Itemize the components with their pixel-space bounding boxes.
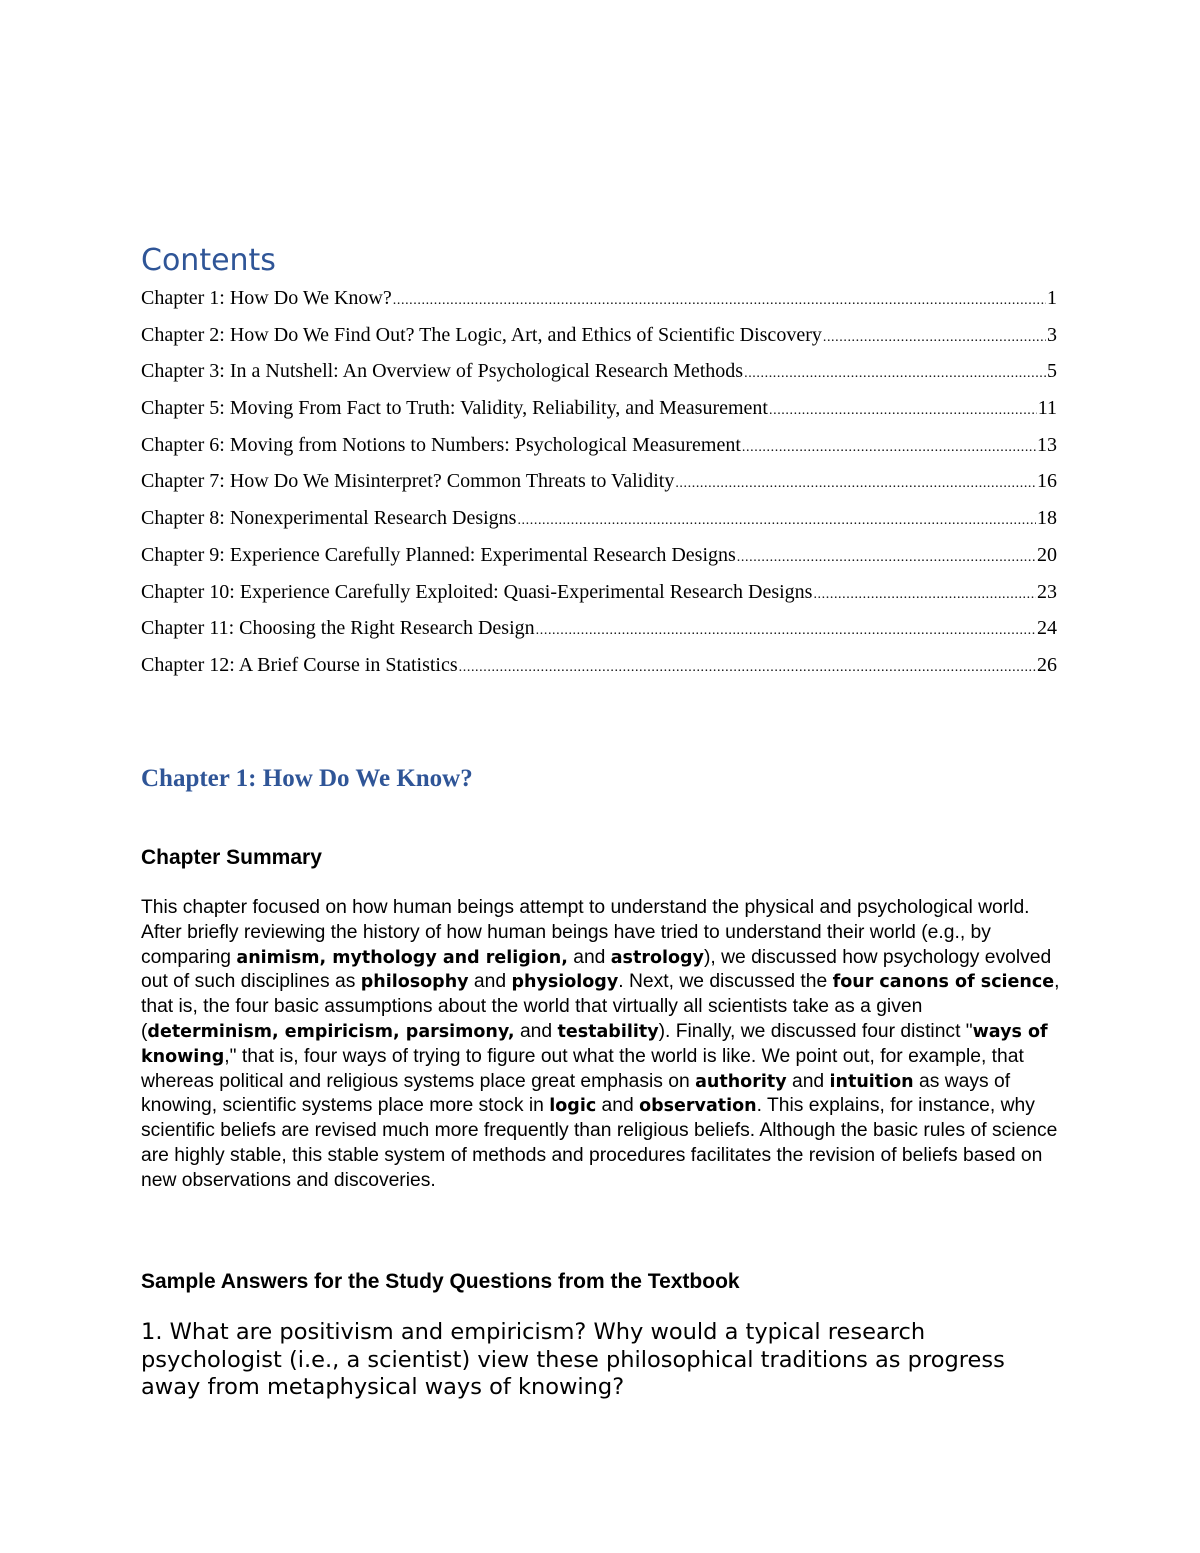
toc-entry[interactable] [141,280,1057,317]
toc-entry-title[interactable]: Chapter 1: How Do We Know? [141,287,392,309]
toc-entry[interactable] [141,574,1057,611]
summary-text: and [786,1070,830,1092]
toc-entry-title[interactable]: Chapter 10: Experience Carefully Exploited: Quasi-Experimental Research Designs [141,580,813,603]
summary-key-term: animism, mythology and religion, [236,947,568,968]
toc-dot-leader [823,317,1046,357]
toc-dot-leader [675,463,1036,503]
toc-entry-page[interactable]: 1 [1047,287,1057,309]
toc-entry-title[interactable]: Chapter 6: Moving from Notions to Numbers: Psychological Measurement [141,433,741,456]
summary-text: and [567,946,611,968]
toc-entry-page[interactable]: 5 [1047,360,1057,383]
summary-text: This chapter focused on how human beings attempt to understand the physical and psychological world. After briefly reviewing the history of how human beings have tried to understand their world (e.g., by comparing [141,897,1030,968]
summary-text: ), we discussed how psychology evolved out of such disciplines as [141,946,1052,993]
toc-entry-title[interactable]: Chapter 5: Moving From Fact to Truth: Validity, Reliability, and Measurement [141,397,768,420]
toc-heading: Contents [141,243,276,278]
summary-text: and [514,1020,558,1042]
toc-dot-leader [737,537,1036,577]
table-of-contents [141,280,1057,684]
toc-entry[interactable] [141,317,1057,354]
toc-entry-title[interactable]: Chapter 8: Nonexperimental Research Designs [141,507,517,530]
toc-entry-page[interactable]: 3 [1047,323,1057,346]
toc-dot-leader [536,610,1036,650]
chapter-summary-paragraph [141,896,1061,1194]
toc-entry-title[interactable]: Chapter 11: Choosing the Right Research Design [141,617,535,640]
toc-entry-page[interactable]: 26 [1037,653,1057,676]
toc-dot-leader [459,647,1036,687]
toc-entry-page[interactable]: 16 [1037,470,1057,493]
summary-key-term: intuition [829,1071,914,1092]
summary-key-term: logic [549,1096,597,1117]
toc-entry[interactable] [141,390,1057,427]
toc-dot-leader [393,280,1046,320]
study-question-1: 1. What are positivism and empiricism? Why would a typical research psychologist (i.e., a scientist) view these philosophical traditions as progress away from metaphysical ways of knowing? [141,1319,1005,1400]
toc-entry-page[interactable]: 23 [1037,580,1057,603]
toc-entry[interactable] [141,647,1057,684]
summary-key-term: philosophy [360,972,469,993]
toc-entry-page[interactable]: 24 [1037,617,1057,640]
toc-entry-title[interactable]: Chapter 3: In a Nutshell: An Overview of Psychological Research Methods [141,360,744,383]
summary-text: ). Finally, we discussed four distinct " [658,1020,973,1042]
toc-dot-leader [744,353,1046,393]
summary-text: . This explains, for instance, why scientific beliefs are revised much more frequently than religious beliefs. Although the basic rules of science are highly stable, this stable system of methods and procedures facilitates the revision of beliefs based on new observations and discoveries. [141,1095,1058,1191]
summary-key-term: authority [695,1071,787,1092]
summary-key-term: observation [639,1096,757,1117]
summary-text: and [468,971,512,993]
chapter-title: Chapter 1: How Do We Know? [141,765,473,792]
toc-dot-leader [517,500,1036,540]
toc-dot-leader [742,427,1036,467]
summary-key-term: testability [557,1021,659,1042]
toc-entry[interactable] [141,610,1057,647]
chapter-summary-heading: Chapter Summary [141,846,322,869]
summary-text: and [596,1095,640,1117]
summary-text: as ways of knowing, scientific systems place more stock in [141,1070,1011,1117]
summary-key-term: ways of knowing [141,1021,1048,1067]
summary-key-term: determinism, empiricism, parsimony, [147,1021,515,1042]
sample-answers-heading: Sample Answers for the Study Questions from the Textbook [141,1270,740,1293]
toc-entry-page[interactable]: 11 [1037,397,1057,420]
toc-entry-title[interactable]: Chapter 2: How Do We Find Out? The Logic, Art, and Ethics of Scientific Discovery [141,323,822,346]
summary-text: . Next, we discussed the [618,971,833,993]
toc-dot-leader [769,390,1037,430]
toc-entry-title[interactable]: Chapter 9: Experience Carefully Planned: Experimental Research Designs [141,543,736,566]
summary-text: ," that is, four ways of trying to figure out what the world is like. We point out, for example, that whereas political and religious systems place great emphasis on [141,1045,1024,1092]
toc-entry-page[interactable]: 13 [1037,433,1057,456]
toc-dot-leader [813,574,1036,614]
toc-entry[interactable] [141,537,1057,574]
summary-key-term: physiology [511,972,619,993]
summary-text: , that is, the four basic assumptions about the world that virtually all scientists take as a given ( [141,971,1060,1042]
toc-entry[interactable] [141,500,1057,537]
toc-entry[interactable] [141,353,1057,390]
summary-key-term: astrology [610,947,704,968]
toc-entry-page[interactable]: 20 [1037,543,1057,566]
summary-key-term: four canons of science [832,972,1055,993]
toc-entry[interactable] [141,463,1057,500]
toc-entry-title[interactable]: Chapter 7: How Do We Misinterpret? Common Threats to Validity [141,470,675,493]
toc-entry-page[interactable]: 18 [1037,507,1057,530]
toc-entry[interactable] [141,427,1057,464]
toc-entry-title[interactable]: Chapter 12: A Brief Course in Statistics [141,653,458,676]
